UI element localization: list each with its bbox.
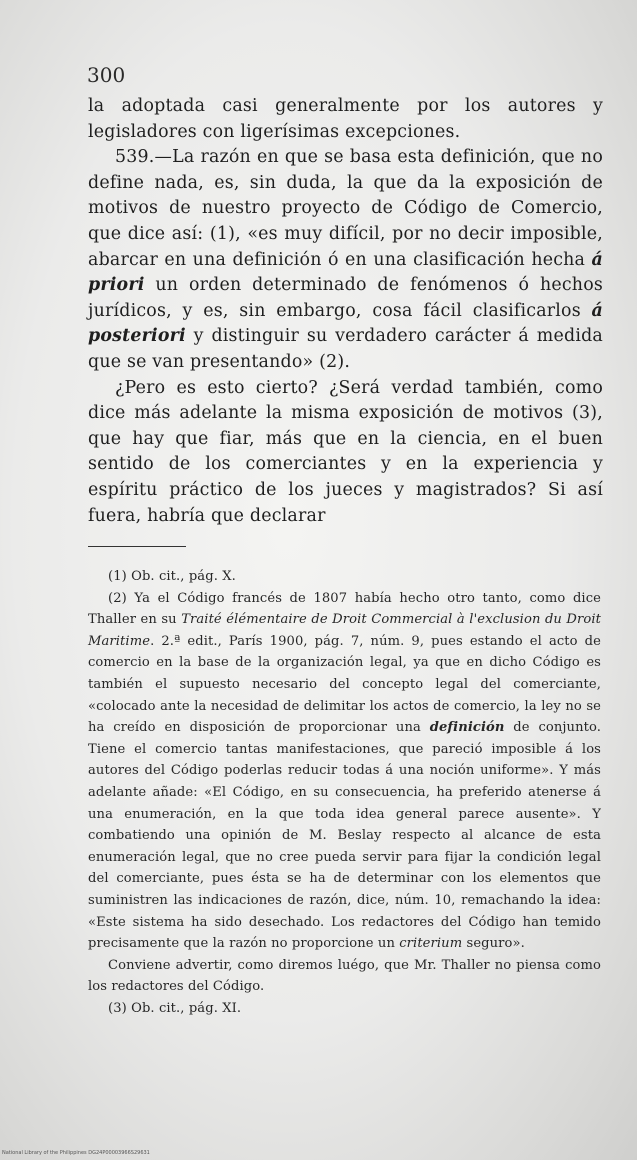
footnote-2-term-definicion: definición: [429, 720, 505, 736]
footnote-2-text-a: (2) Ya el Código francés de 1807 había hecho otro tanto, como dice Thaller en su: [88, 590, 601, 628]
paragraph-539-text-2: un orden determinado de fenómenos ó hechos jurídicos, y es, sin embargo, cosa fácil clasificarlos: [88, 275, 603, 321]
term-a-posteriori: á posteriori: [88, 300, 603, 347]
footnote-2-text-d: seguro».: [462, 936, 525, 952]
footnote-2-book-title: Traité élémentaire de Droit Commercial à l'exclusion du Droit Maritime: [88, 612, 602, 649]
footnote-3: (3) Ob. cit., pág. XI.: [108, 1000, 242, 1016]
main-text: [88, 94, 603, 529]
footnote-2: [88, 588, 601, 955]
footnotes: [88, 566, 601, 1019]
paragraph-question: ¿Pero es esto cierto? ¿Será verdad también, como dice más adelante la misma exposición de motivos (3), que hay que fiar, más que en la ciencia, en el buen sentido de los comerciantes y en la experiencia y espíritu práctico de los jueces y magistrados? Si así fuera, habría que declarar: [88, 377, 603, 526]
footnote-divider: [88, 546, 186, 547]
footnote-2-text-b: . 2.ª edit., París 1900, pág. 7, núm. 9, pues estando el acto de comercio en la base de la organización legal, ya que en dicho Código es también el supuesto necesario del concepto legal del comerciante, «colocado ante la necesidad de delimitar los actos de comercio, la ley no se ha creído en disposición de proporcionar una: [88, 633, 601, 736]
page-number: 300: [87, 63, 126, 87]
paragraph-539: [88, 145, 603, 375]
scan-credit: National Library of the Philippines DG24P00003966S29631: [2, 1150, 150, 1156]
paragraph-539-text-1: 539.—La razón en que se basa esta definición, que no define nada, es, sin duda, la que da la exposición de motivos de nuestro proyecto de Código de Comercio, que dice así: (1), «es muy difícil, por no decir imposible, abarcar en una definición ó en una clasificación hecha: [88, 147, 603, 270]
footnote-1: (1) Ob. cit., pág. X.: [108, 569, 236, 584]
footnote-2-continuation: Conviene advertir, como diremos luégo, que Mr. Thaller no piensa como los redactores del Código.: [88, 957, 601, 995]
footnote-2-term-criterium: criterium: [399, 936, 463, 952]
term-a-priori: á priori: [88, 249, 603, 296]
paragraph-539-text-3: y distinguir su verdadero carácter á medida que se van presentando» (2).: [88, 326, 603, 372]
paragraph-continuation: la adoptada casi generalmente por los autores y legisladores con ligerísimas excepciones.: [88, 96, 603, 142]
footnote-2-text-c: de conjunto. Tiene el comercio tantas manifestaciones, que pareció imposible á los autores del Código poderlas reducir todas á una noción uniforme». Y más adelante añade: «El Código, en su consecuencia, ha preferido atenerse á una enumeración, en la que toda idea general parece ausente». Y combatiendo una opinión de M. Beslay respecto al alcance de esta enumeración legal, que no cree pueda servir para fijar la condición legal del comerciante, pues ésta se ha de determinar con los elementos que suministren las indicaciones de razón, dice, núm. 10, remachando la idea: «Este sistema ha sido desechado. Los redactores del Código han temido precisamente que la razón no proporcione un: [88, 720, 601, 952]
